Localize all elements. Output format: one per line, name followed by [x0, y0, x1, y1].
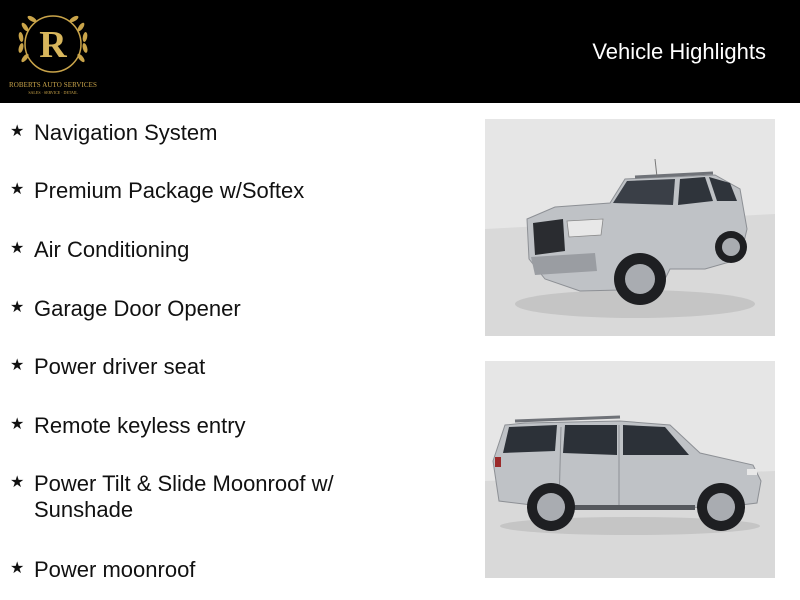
feature-item [10, 120, 380, 146]
suv-front-image [485, 119, 775, 336]
star-icon: ★ [10, 299, 25, 316]
feature-item [10, 471, 380, 523]
feature-item [10, 296, 380, 322]
star-icon: ★ [10, 560, 25, 577]
star-icon: ★ [10, 416, 25, 433]
feature-label: Garage Door Opener [34, 296, 241, 321]
vehicle-photo-front[interactable] [485, 119, 775, 336]
suv-side-image [485, 361, 775, 578]
star-icon: ★ [10, 474, 25, 491]
feature-label: Power driver seat [34, 354, 206, 379]
feature-label: Navigation System [34, 120, 218, 145]
feature-item [10, 354, 380, 380]
feature-label: Air Conditioning [34, 237, 190, 262]
star-icon: ★ [10, 357, 25, 374]
logo-name: ROBERTS AUTO SERVICES [8, 81, 98, 89]
feature-label: Remote keyless entry [34, 413, 246, 438]
logo-tagline: SALES · SERVICE · DETAIL [28, 90, 78, 95]
page-title: Vehicle Highlights [592, 39, 766, 64]
feature-item [10, 237, 380, 263]
feature-label: Premium Package w/Softex [34, 178, 305, 203]
feature-item [10, 178, 380, 204]
feature-label: Power Tilt & Slide Moonroof w/ Sunshade [34, 471, 334, 522]
feature-item [10, 557, 380, 583]
feature-item [10, 413, 380, 439]
star-icon: ★ [10, 181, 25, 198]
star-icon: ★ [10, 123, 25, 140]
feature-label: Power moonroof [34, 557, 196, 582]
star-icon: ★ [10, 240, 25, 257]
vehicle-photo-side[interactable] [485, 361, 775, 578]
logo-letter: R [39, 24, 67, 66]
